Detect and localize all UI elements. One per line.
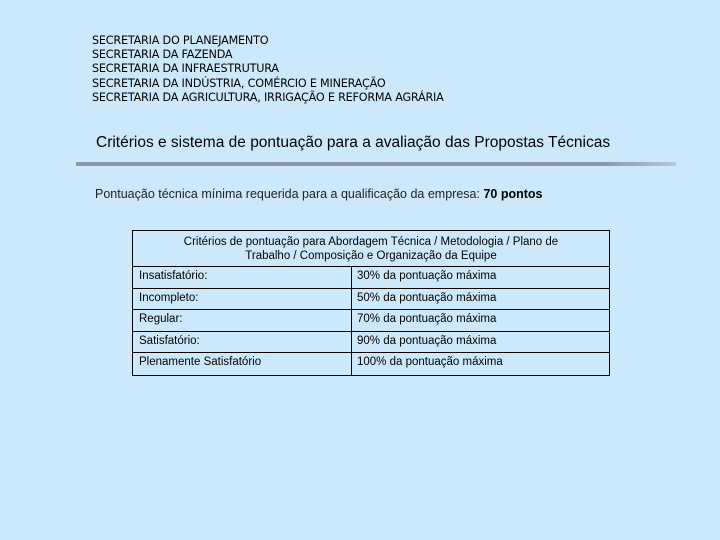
secretariat-line: SECRETARIA DA AGRICULTURA, IRRIGAÇÃO E REFORMA AGRÁRIA [92, 90, 444, 104]
score-cell: 90% da pontuação máxima [357, 334, 497, 347]
score-cell: 30% da pontuação máxima [357, 270, 497, 282]
title-divider [76, 162, 676, 166]
minimum-score-label: Pontuação técnica mínima requerida para a qualificação da empresa: [95, 187, 480, 201]
secretariat-line: SECRETARIA DO PLANEJAMENTO [92, 34, 269, 47]
secretariat-line: SECRETARIA DA FAZENDA [92, 48, 233, 62]
score-cell: 50% da pontuação máxima [357, 291, 497, 304]
table-row [133, 332, 609, 354]
rating-cell: Insatisfatório: [133, 267, 352, 288]
table-row [133, 289, 609, 311]
score-cell: 70% da pontuação máxima [357, 313, 497, 326]
table-row [133, 310, 609, 332]
criteria-table [132, 230, 610, 376]
minimum-score-line [95, 187, 542, 201]
rating-cell: Incompleto: [133, 289, 352, 310]
table-row [133, 267, 609, 289]
rating-cell: Plenamente Satisfatório [133, 353, 352, 375]
secretariat-line: SECRETARIA DA INFRAESTRUTURA [92, 62, 279, 76]
criteria-table-heading: Critérios de pontuação para Abordagem Técnica / Metodologia / Plano de Trabalho / Composição e Organização da Equipe [133, 231, 609, 267]
secretariat-line: SECRETARIA DA INDÚSTRIA, COMÉRCIO E MINERAÇÃO [92, 76, 386, 90]
rating-cell: Satisfatório: [133, 332, 352, 353]
secretariats-list [92, 34, 444, 105]
rating-cell: Regular: [133, 310, 352, 331]
table-row [133, 353, 609, 375]
score-cell: 100% da pontuação máxima [357, 356, 503, 369]
page-title: Critérios e sistema de pontuação para a avaliação das Propostas Técnicas [96, 134, 611, 151]
minimum-score-value: 70 pontos [483, 187, 543, 201]
